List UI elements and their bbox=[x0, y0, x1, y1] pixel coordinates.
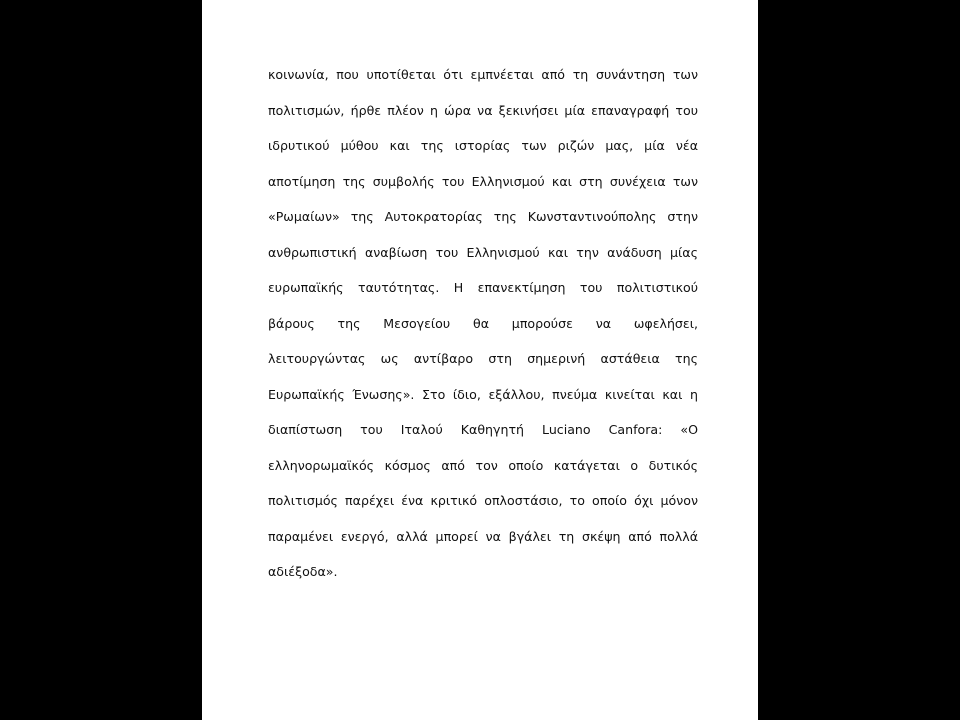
text-line: ευρωπαϊκής ταυτότητας. Η επανεκτίμηση του πολιτιστικού bbox=[268, 280, 698, 295]
text-line: πολιτισμών, ήρθε πλέον η ώρα να ξεκινήσει μία επαναγραφή του bbox=[268, 102, 698, 118]
text-line: αποτίμηση της συμβολής του Ελληνισμού και στη συνέχεια των bbox=[268, 173, 698, 189]
text-line: πολιτισμός παρέχει ένα κριτικό οπλοστάσιο, το οποίο όχι μόνον bbox=[268, 493, 698, 508]
text-line: διαπίστωση του Ιταλού Καθηγητή Luciano Canfora: «Ο bbox=[268, 422, 698, 437]
text-line: ιδρυτικού μύθου και της ιστορίας των ριζών μας, μία νέα bbox=[268, 138, 698, 153]
text-line: λειτουργώντας ως αντίβαρο στη σημερινή αστάθεια της bbox=[268, 351, 698, 366]
text-line: κοινωνία, που υποτίθεται ότι εμπνέεται από τη συνάντηση των bbox=[268, 67, 698, 82]
text-line: Ευρωπαϊκής Ένωσης». Στο ίδιο, εξάλλου, πνεύμα κινείται και η bbox=[268, 386, 698, 402]
text-line: αδιέξοδα». bbox=[268, 564, 338, 579]
text-line: ελληνορωμαϊκός κόσμος από τον οποίο κατάγεται ο δυτικός bbox=[268, 457, 698, 473]
document-page bbox=[202, 0, 758, 720]
text-line: ανθρωπιστική αναβίωση του Ελληνισμού και την ανάδυση μίας bbox=[268, 244, 698, 260]
text-line: βάρους της Μεσογείου θα μπορούσε να ωφελήσει, bbox=[268, 315, 698, 331]
text-line: «Ρωμαίων» της Αυτοκρατορίας της Κωνσταντινούπολης στην bbox=[268, 209, 698, 224]
paragraph bbox=[268, 60, 698, 593]
text-line: παραμένει ενεργό, αλλά μπορεί να βγάλει τη σκέψη από πολλά bbox=[268, 528, 698, 544]
